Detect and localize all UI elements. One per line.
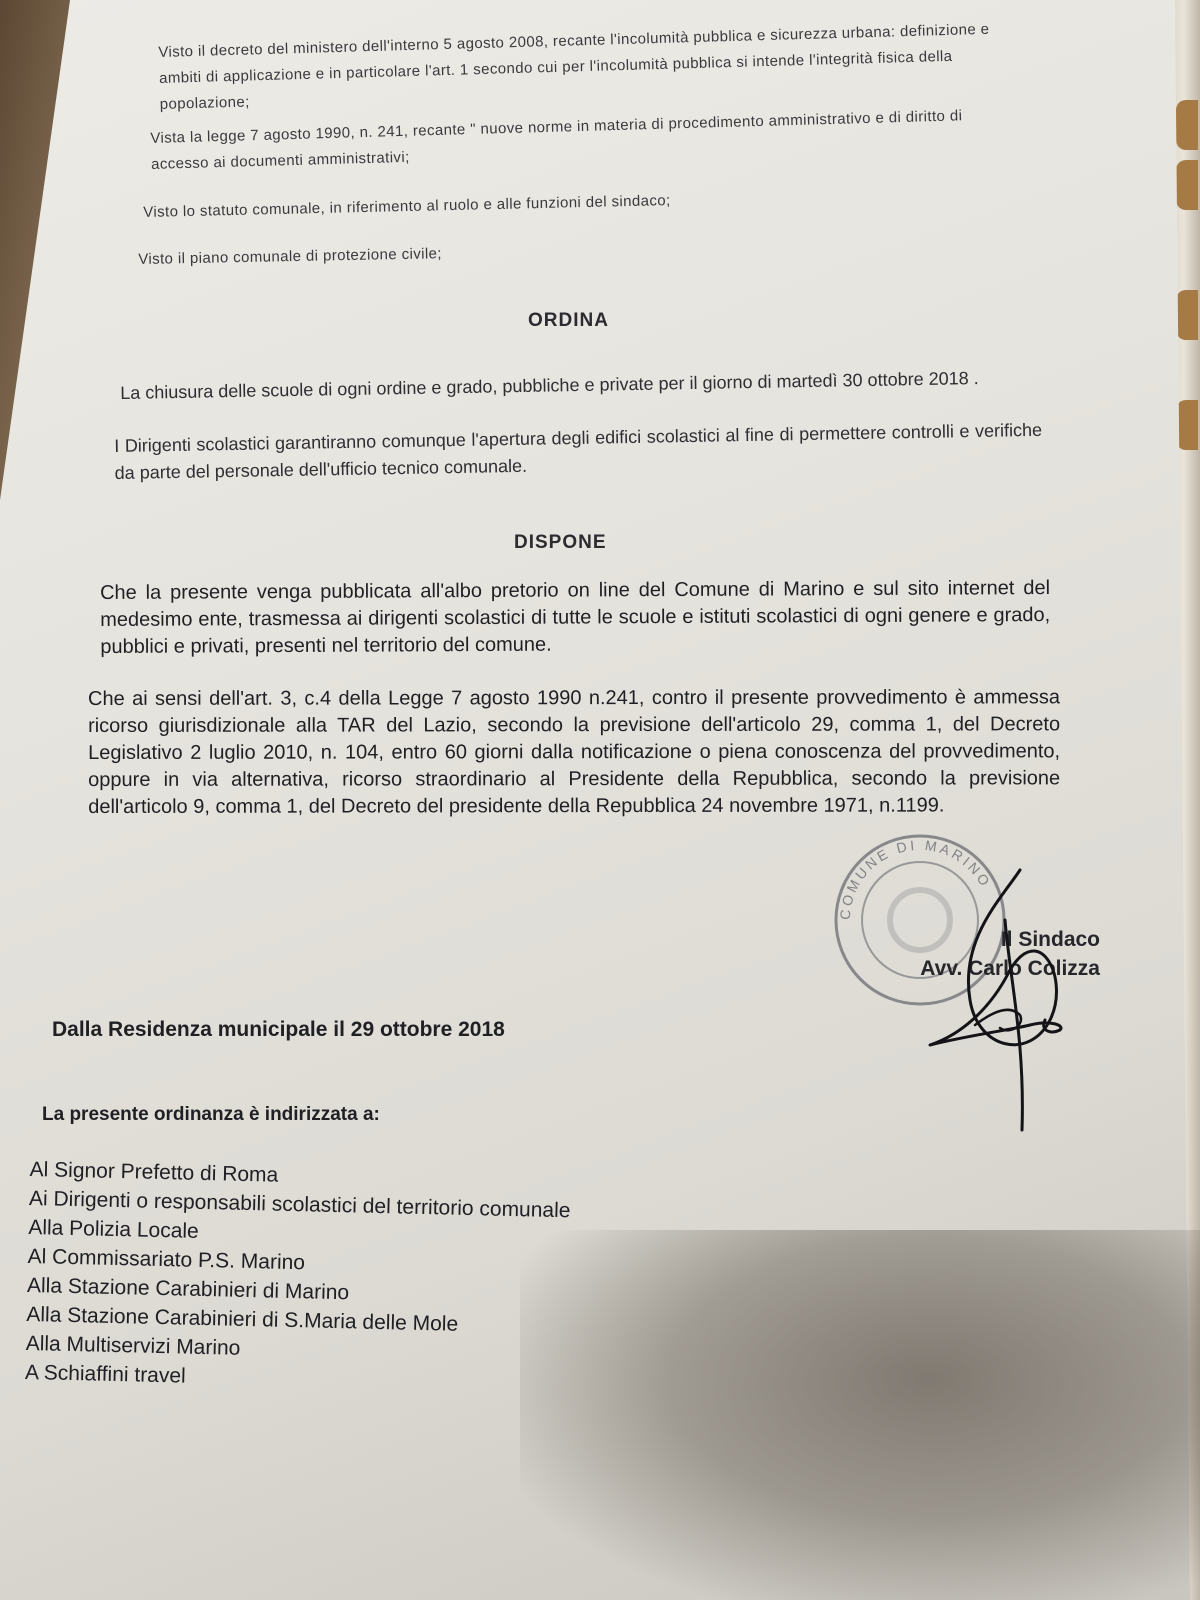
dispone-text-publication: Che la presente venga pubblicata all'albo pretorio on line del Comune di Marino e sul sito internet del medesimo ente, trasmessa ai dirigenti scolastici di tutte le scuole e istituti scolastici di ogni genere e grado, pubblici e privati, presenti nel territorio del comune. [100,577,1051,658]
list-item: Ai Dirigenti o responsabili scolastici del territorio comunale [28,1186,571,1223]
visto-piano: Visto il piano comunale di protezione civile; [138,245,443,268]
signature-name: Avv. Carlo Colizza [920,957,1100,980]
stamp-text: COMUNE DI MARINO [836,836,995,921]
list-item: A Schiaffini travel [24,1360,186,1388]
recipients-title: La presente ordinanza è indirizzata a: [42,1104,380,1125]
list-item: Al Signor Prefetto di Roma [29,1157,279,1187]
signature-title: Il Sindaco [1000,928,1100,951]
heading-dispone: DISPONE [514,532,607,553]
list-item: Al Commissariato P.S. Marino [27,1244,306,1275]
ordina-text-dirigenti: I Dirigenti scolastici garantiranno comunque l'apertura degli edifici scolastici al fine di permettere controlli e verifiche da parte del personale dell'ufficio tecnico comunale. [114,419,1043,483]
list-item: Alla Polizia Locale [28,1215,200,1243]
heading-ordina: ORDINA [528,310,609,331]
handwritten-signature [900,860,1100,1140]
date-line: Dalla Residenza municipale il 29 ottobre 2018 [52,1018,505,1041]
list-item: Alla Stazione Carabinieri di Marino [26,1273,350,1305]
list-item: Alla Multiservizi Marino [25,1331,241,1360]
visto-legge: Vista la legge 7 agosto 1990, n. 241, recante " nuove norme in materia di procedimento amministrativo e di diritto di accesso ai documenti amministrativi; [150,107,963,173]
ordina-text-closure: La chiusura delle scuole di ogni ordine e grado, pubbliche e private per il giorno di martedì 30 ottobre 2018 . [120,368,979,403]
visto-decreto: Visto il decreto del ministero dell'interno 5 agosto 2008, recante l'incolumità pubblica e sicurezza urbana: definizione e ambiti di applicazione e in particolare l'art. 1 secondo cui per l'incolumità pubblica si intende l'integrità fisica della popolazione; [158,20,990,113]
list-item: Alla Stazione Carabinieri di S.Maria delle Mole [26,1302,459,1336]
dispone-text-ricorso: Che ai sensi dell'art. 3, c.4 della Legge 7 agosto 1990 n.241, contro il presente provvedimento è ammessa ricorso giurisdizionale alla TAR del Lazio, secondo la previsione dell'articolo 29, comma 1, del Decreto Legislativo 2 luglio 2010, n. 104, entro 60 giorni dalla notificazione o piena conoscenza del provvedimento, oppure in via alternativa, ricorso straordinario al Presidente della Repubblica, secondo la previsione dell'articolo 9, comma 1, del Decreto del presidente della Repubblica 24 novembre 1971, n.1199. [88,686,1061,818]
visto-statuto: Visto lo statuto comunale, in riferimento al ruolo e alle funzioni del sindaco; [143,192,671,221]
recipients-list [25,1155,572,1399]
